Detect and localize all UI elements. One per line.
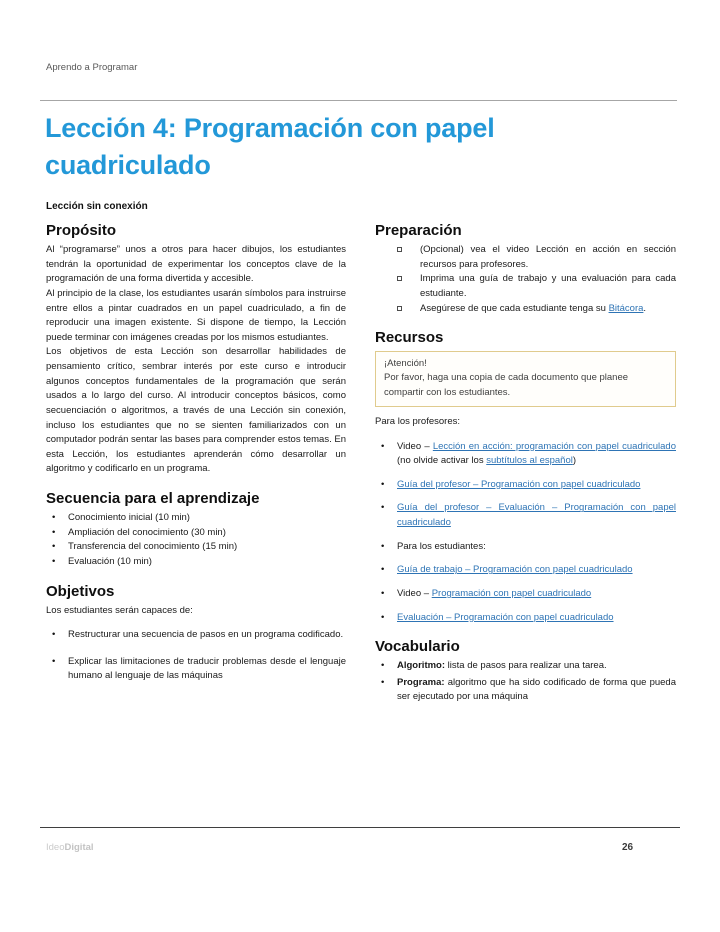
- resource-item: [375, 611, 676, 626]
- vocab-item: [375, 659, 676, 674]
- footer-divider: [40, 827, 680, 828]
- checkbox-icon: [397, 247, 402, 252]
- checklist-item: [375, 272, 676, 301]
- resource-item-text: ): [572, 455, 577, 467]
- checklist-item-text: Asegúrese de que cada estudiante tenga su: [420, 302, 609, 314]
- page-number: 26: [622, 842, 634, 853]
- vocab-term: Programa:: [397, 676, 445, 688]
- section-heading-secuencia: Secuencia para el aprendizaje: [46, 490, 260, 507]
- video-leccion-en-accion-link[interactable]: Lección en acción: programación con papel cuadriculado: [432, 440, 676, 452]
- guia-profesor-link[interactable]: Guía del profesor – Programación con papel cuadriculado: [397, 478, 641, 490]
- list-item: • Restructurar una secuencia de pasos en un programa codificado.: [46, 628, 346, 643]
- left-column: [46, 222, 346, 707]
- objetivos-intro: Los estudiantes serán capaces de:: [46, 604, 193, 616]
- resource-item-text: Video –: [397, 587, 432, 599]
- subtitulos-espanol-link[interactable]: subtítulos al español: [486, 455, 573, 467]
- preparacion-checklist: [375, 243, 676, 316]
- list-item: • Ampliación del conocimiento (30 min): [46, 526, 346, 541]
- list-item: • Evaluación (10 min): [46, 555, 346, 570]
- proposito-paragraph: Al principio de la clase, los estudiantes usarán símbolos para instruirse entre ellos a pintar cuadrados en un papel cuadriculado, a fin de reproducir una imagen existente. Si dispone de tiempo, la Lección puede terminar con imágenes creadas por los mismos estudiantes.: [46, 287, 346, 343]
- footer-brand-bold: Digital: [64, 842, 94, 853]
- section-heading-preparacion: Preparación: [375, 222, 462, 239]
- attention-callout: [375, 351, 676, 407]
- section-heading-proposito: Propósito: [46, 222, 116, 239]
- guia-profesor-evaluacion-link[interactable]: Guía del profesor – Evaluación – Programación con papel cuadriculado: [397, 502, 676, 528]
- resource-item: [375, 478, 676, 493]
- objetivos-list: [46, 628, 346, 684]
- document-header-brand: Aprendo a Programar: [46, 62, 138, 73]
- vocab-definition: lista de pasos para realizar una tarea.: [445, 660, 607, 672]
- section-heading-recursos: Recursos: [375, 329, 444, 347]
- footer-brand: [46, 842, 94, 853]
- secuencia-list: [46, 511, 346, 570]
- section-heading-objetivos: Objetivos: [46, 582, 115, 600]
- proposito-paragraph: Los objetivos de esta Lección son desarrollar habilidades de pensamiento crítico, sembrar interés por este curso e introducir algunos conceptos fundamentales de la programación que serán usados a lo largo del curso. Al introducir conceptos básicos, como secuenciación o algoritmos, a través de una Lección sin conexión, incluso los estudiantes que no se sienten familiarizados con un computador podrán sentar las bases para comprender estos temas. En esta Lección, los estudiantes aprenderán cómo desarrollar un algoritmo y codificarlo en un programa.: [46, 346, 346, 475]
- resource-item-text: (no olvide activar los: [397, 455, 487, 467]
- checklist-item-text: Imprima una guía de trabajo y una evaluación para cada estudiante.: [420, 273, 676, 299]
- checklist-item: [375, 243, 676, 272]
- checkbox-icon: [397, 306, 402, 311]
- footer-brand-light: Ideo: [46, 842, 65, 853]
- recursos-list: [375, 440, 676, 626]
- evaluacion-link[interactable]: Evaluación – Programación con papel cuadriculado: [397, 611, 614, 623]
- bitacora-link[interactable]: Bitácora: [608, 302, 644, 314]
- section-heading-vocabulario: Vocabulario: [375, 638, 460, 656]
- resource-item: [375, 563, 676, 578]
- checklist-item-text: (Opcional) vea el video Lección en acción en sección recursos para profesores.: [420, 244, 676, 270]
- checklist-item-text: .: [643, 302, 647, 314]
- vocab-term: Algoritmo:: [397, 660, 446, 672]
- list-item: • Transferencia del conocimiento (15 min): [46, 540, 346, 555]
- resource-item-text: Video –: [397, 440, 433, 452]
- proposito-paragraph: Al “programarse” unos a otros para hacer dibujos, los estudiantes tendrán la oportunidad de experimentar los conceptos clave de la programación de una forma divertida y accesible.: [46, 244, 346, 285]
- right-column: [375, 222, 676, 707]
- checklist-item: [375, 302, 676, 317]
- video-estudiantes-link[interactable]: Programación con papel cuadriculado: [431, 587, 592, 599]
- vocabulario-list: [375, 659, 676, 705]
- vocab-definition: algoritmo que ha sido codificado de forma que pueda ser ejecutado por una máquina: [397, 676, 676, 703]
- guia-trabajo-link[interactable]: Guía de trabajo – Programación con papel cuadriculado: [397, 564, 633, 576]
- attention-title: ¡Atención!: [384, 358, 427, 370]
- page-title: Lección 4: Programación con papel cuadriculado: [45, 113, 495, 180]
- resource-item: [375, 540, 676, 555]
- two-column-layout: [46, 222, 676, 707]
- resource-item-text: Para los estudiantes:: [397, 540, 486, 552]
- resource-item: [375, 587, 676, 602]
- checkbox-icon: [397, 276, 402, 281]
- resource-item: [375, 440, 676, 469]
- attention-text: Por favor, haga una copia de cada documento que planee compartir con los estudiantes.: [384, 372, 629, 398]
- list-item: • Explicar las limitaciones de traducir problemas desde el lenguaje humano al lenguaje de las máquinas: [46, 655, 346, 684]
- list-item: • Conocimiento inicial (10 min): [46, 511, 346, 526]
- vocab-item: [375, 676, 676, 705]
- resource-item: [375, 501, 676, 530]
- header-divider: [40, 100, 677, 101]
- lesson-type-label: Lección sin conexión: [46, 201, 148, 212]
- recursos-intro: Para los profesores:: [375, 415, 461, 427]
